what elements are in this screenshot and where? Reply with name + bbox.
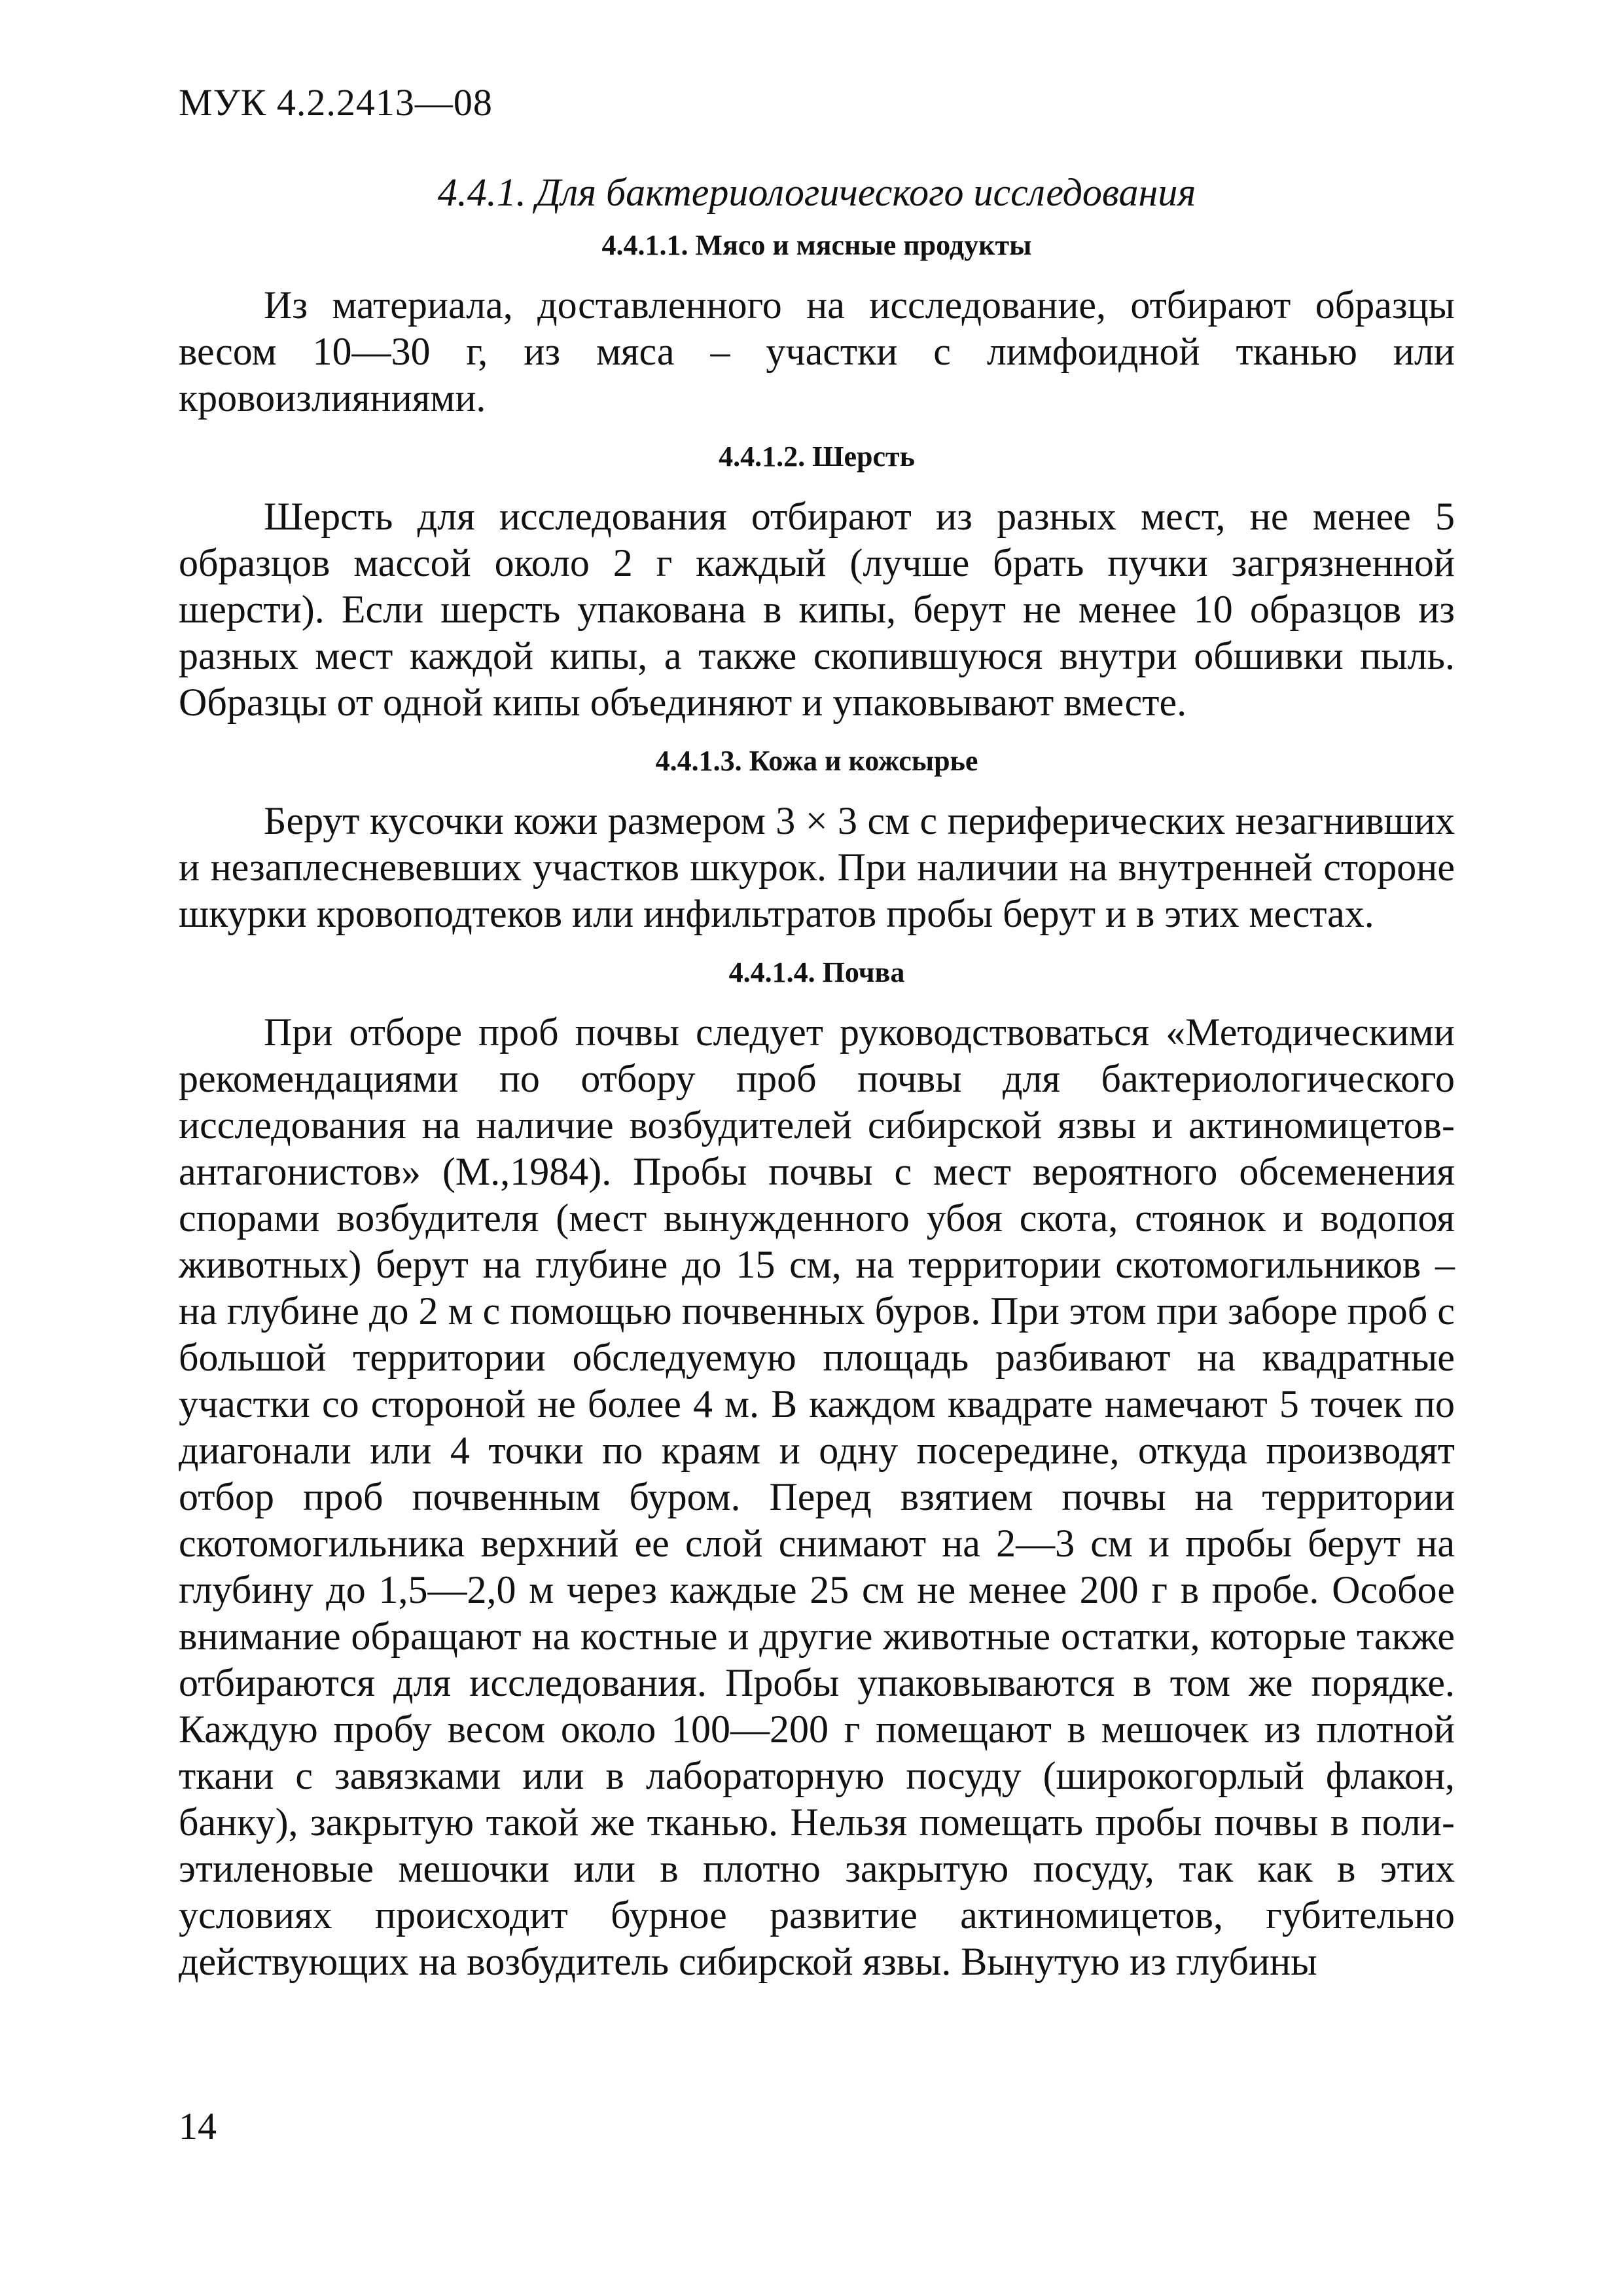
section-title-leather: 4.4.1.3. Кожа и кожсырье (655, 745, 978, 777)
section-text-leather: Берут кусочки кожи размером 3 × 3 см с периферических незагнивших и незаплесневевших участков шкурок. При наличии на внутренней стороне шкурки кровоподтеков или инфильтратов пробы берут и в этих местах. (179, 799, 1455, 935)
document-code-header: МУК 4.2.2413—08 (179, 81, 493, 124)
section-text-soil: При отборе проб почвы следует руководствоваться «Методическими рекомендациями по отбору проб почвы для бактериологического исследования на наличие возбудителей сибирской язвы и актиномицетов-антагонистов» (М.,1984). Пробы почвы с мест вероятного обсеменения спорами возбудителя (мест вынужденного убоя скота, стоянок и водопоя животных) берут на глубине до 15 см, на территории скотомогильников – на глубине до 2 м с помощью почвенных буров. При этом при заборе проб с большой территории обследуемую площадь разбивают на квадратные участки со стороной не более 4 м. В каждом квадрате намечают 5 точек по диагонали или 4 точки по краям и одну посередине, откуда производят отбор проб почвенным буром. Перед взятием почвы на территории скотомогильника верхний ее слой снимают на 2—3 см и пробы берут на глубину до 1,5—2,0 м через каждые 25 см не менее 200 г в пробе. Особое внимание обращают на костные и другие животные остатки, которые также отбираются для исследования. Пробы упаковываются в том же порядке. Каждую пробу весом около 100—200 г помещают в мешочек из плотной ткани с завязками или в лабораторную посуду (широкогорлый флакон, банку), закрытую такой же тканью. Нельзя помещать пробы почвы в полиэтиленовые мешочки или в плотно закрытую посуду, так как в этих условиях происходит бурное развитие актиномицетов, губительно действующих на возбудитель сибирской язвы. Вынутую из глубины (179, 1011, 1455, 1983)
section-title-wool: 4.4.1.2. Шерсть (719, 440, 915, 473)
section-title-soil: 4.4.1.4. Почва (728, 956, 905, 988)
page-number: 14 (179, 2105, 217, 2147)
section-title-meat: 4.4.1.1. Мясо и мясные продукты (601, 229, 1032, 261)
section-text-wool: Шерсть для исследования отбирают из разных мест, не менее 5 образцов массой около 2 г каждый (лучше брать пучки загрязненной шерсти). Если шерсть упакована в кипы, берут не менее 10 образцов из разных мест каждой кипы, а также скопившуюся внутри обшивки пыль. Образцы от одной кипы объединяют и упаковывают вместе. (179, 495, 1455, 724)
subsection-title: 4.4.1. Для бактериологического исследования (437, 171, 1196, 214)
page-content (179, 167, 1455, 1985)
section-text-meat: Из материала, доставленного на исследование, отбирают образцы весом 10—30 г, из мяса – участки с лимфоидной тканью или кровоизлияниями. (179, 283, 1455, 420)
